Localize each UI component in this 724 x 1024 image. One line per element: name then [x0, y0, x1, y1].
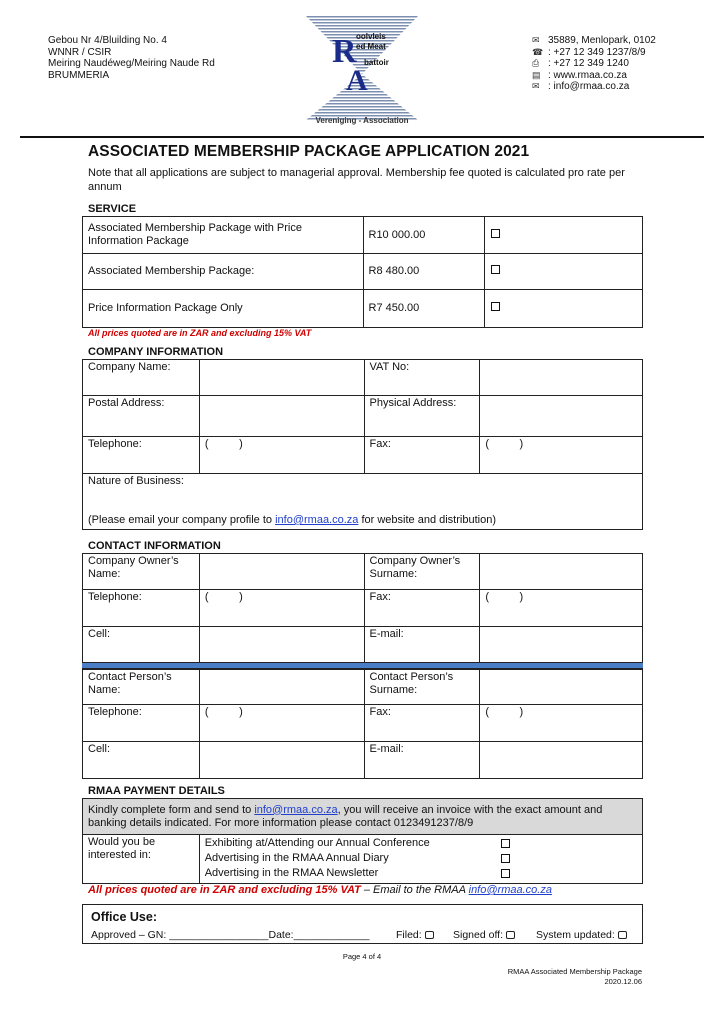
fax-field[interactable]: ( )	[480, 437, 643, 474]
interest-options	[199, 835, 642, 884]
postal-address-label: Postal Address:	[83, 396, 200, 437]
rmaa-logo	[306, 16, 418, 128]
table-row	[83, 360, 643, 396]
contact-person-name-field[interactable]	[199, 670, 364, 705]
system-updated-checkbox[interactable]	[618, 931, 627, 939]
physical-address-label: Physical Address:	[364, 396, 480, 437]
interest-label: Would you be interested in:	[83, 835, 200, 884]
nature-of-business-field[interactable]	[83, 474, 643, 530]
system-updated-field: System updated:	[536, 929, 627, 941]
table-row	[83, 670, 643, 705]
filed-field: Filed:	[396, 929, 434, 941]
table-row	[83, 396, 643, 437]
vat-no-field[interactable]	[480, 360, 643, 396]
web-icon: ▤	[532, 69, 541, 80]
service-price: R7 450.00	[363, 290, 485, 328]
document-date: 2020.12.06	[604, 977, 642, 986]
email-label: E-mail:	[364, 742, 480, 779]
email-link[interactable]: info@rmaa.co.za	[254, 803, 338, 816]
table-row	[83, 290, 643, 328]
telephone-field[interactable]: ( )	[199, 437, 364, 474]
bottom-vat-note: All prices quoted are in ZAR and excluding 15% VAT – Email to the RMAA info@rmaa.co.za	[88, 884, 552, 896]
vat-no-label: VAT No:	[364, 360, 480, 396]
table-row	[83, 835, 643, 884]
fax-icon: ⎙	[532, 58, 540, 68]
logo-caption: Vereniging - Association	[315, 116, 409, 125]
payment-table	[82, 798, 643, 884]
address-line: Gebou Nr 4/Bluilding No. 4	[48, 35, 167, 46]
list-item	[205, 867, 637, 882]
date-label: Date:_____________	[268, 929, 370, 941]
svg-text:R: R	[332, 33, 357, 70]
postal-address-field[interactable]	[199, 396, 364, 437]
approval-note: Note that all applications are subject to managerial approval. Membership fee quoted is calculated pro rate per annum	[88, 167, 625, 193]
telephone-field[interactable]: ( )	[199, 705, 364, 742]
contact-line: : +27 12 349 1237/8/9	[548, 46, 646, 58]
fax-label: Fax:	[364, 705, 480, 742]
email-field[interactable]	[480, 742, 643, 779]
table-row	[83, 437, 643, 474]
email-icon: ✉	[532, 81, 540, 91]
contact-line: 35889, Menlopark, 0102	[548, 35, 656, 46]
fax-label: Fax:	[364, 437, 480, 474]
list-item	[205, 852, 637, 867]
service-table	[82, 216, 643, 328]
office-use-row	[91, 929, 636, 941]
telephone-label: Telephone:	[83, 705, 200, 742]
contact-table-owner	[82, 553, 643, 663]
contact-block	[532, 35, 656, 93]
service-name: Associated Membership Package:	[83, 254, 364, 290]
email-label: E-mail:	[364, 627, 480, 663]
service-price: R8 480.00	[363, 254, 485, 290]
table-row	[83, 474, 643, 530]
email-field[interactable]	[480, 627, 643, 663]
contact-person-name-label: Contact Person’s Name:	[83, 670, 200, 705]
contact-person-surname-field[interactable]	[480, 670, 643, 705]
table-row	[83, 799, 643, 835]
section-separator	[82, 662, 643, 669]
owner-name-label: Company Owner’s Name:	[83, 554, 200, 590]
contact-table-person	[82, 669, 643, 779]
contact-heading: CONTACT INFORMATION	[88, 540, 221, 552]
email-link[interactable]: info@rmaa.co.za	[275, 514, 359, 526]
email-link[interactable]: info@rmaa.co.za	[468, 884, 552, 896]
contact-line: : info@rmaa.co.za	[548, 81, 630, 92]
list-item	[205, 837, 637, 852]
cell-label: Cell:	[83, 627, 200, 663]
owner-surname-label: Company Owner’s Surname:	[364, 554, 480, 590]
page-title: ASSOCIATED MEMBERSHIP PACKAGE APPLICATION 2021	[88, 143, 530, 160]
service-name: Price Information Package Only	[83, 290, 364, 328]
service-checkbox[interactable]	[491, 302, 500, 311]
filed-checkbox[interactable]	[425, 931, 434, 939]
approved-label: Approved – GN: _________________	[91, 929, 269, 941]
interest-checkbox[interactable]	[501, 839, 510, 848]
svg-text:A: A	[346, 64, 368, 97]
logo-text: battoir	[364, 58, 389, 67]
fax-field[interactable]: ( )	[480, 590, 643, 627]
service-price: R10 000.00	[363, 217, 485, 254]
table-row	[83, 627, 643, 663]
document-footer	[508, 967, 642, 987]
address-line: BRUMMERIA	[48, 69, 110, 81]
envelope-icon: ✉	[532, 35, 540, 45]
company-table	[82, 359, 643, 530]
company-name-field[interactable]	[199, 360, 364, 396]
table-row	[83, 554, 643, 590]
owner-name-field[interactable]	[199, 554, 364, 590]
fax-field[interactable]: ( )	[480, 705, 643, 742]
service-checkbox[interactable]	[491, 229, 500, 238]
table-row	[83, 590, 643, 627]
logo-text: ed Meat	[356, 42, 386, 51]
service-name: Associated Membership Package with Price Information Package	[83, 217, 364, 254]
contact-person-surname-label: Contact Person’s Surname:	[364, 670, 480, 705]
address-line: Meiring Naudéweg/Meiring Naude Rd	[48, 58, 215, 69]
interest-option-label: Advertising in the RMAA Annual Diary	[204, 852, 389, 864]
telephone-label: Telephone:	[83, 590, 200, 627]
address-block	[48, 35, 215, 81]
telephone-label: Telephone:	[83, 437, 200, 474]
company-heading: COMPANY INFORMATION	[88, 346, 224, 358]
profile-note: (Please email your company profile to info@rmaa.co.za for website and distribution)	[88, 514, 496, 526]
contact-line: : www.rmaa.co.za	[548, 69, 627, 81]
telephone-icon: ☎	[532, 46, 544, 57]
payment-instructions: Kindly complete form and send to info@rmaa.co.za, you will receive an invoice with the exact amount and banking details indicated. For more information please contact 0123491237/8/9	[83, 799, 643, 835]
table-row	[83, 254, 643, 290]
signed-off-checkbox[interactable]	[506, 931, 515, 939]
contact-line: : +27 12 349 1240	[548, 58, 629, 69]
address-line: WNNR / CSIR	[48, 46, 112, 58]
telephone-field[interactable]: ( )	[199, 590, 364, 627]
logo-text: oolvleis	[356, 32, 386, 41]
payment-heading: RMAA PAYMENT DETAILS	[88, 785, 225, 797]
service-heading: SERVICE	[88, 203, 137, 215]
page-number: Page 4 of 4	[342, 952, 382, 961]
table-row	[83, 217, 643, 254]
interest-checkbox[interactable]	[501, 869, 510, 878]
nature-of-business-label: Nature of Business:	[88, 475, 184, 487]
signed-off-field: Signed off:	[453, 929, 515, 941]
owner-surname-field[interactable]	[480, 554, 643, 590]
cell-label: Cell:	[83, 742, 200, 779]
interest-option-label: Exhibiting at/Attending our Annual Conference	[204, 837, 430, 849]
company-name-label: Company Name:	[83, 360, 200, 396]
office-use-title: Office Use:	[91, 910, 157, 924]
interest-checkbox[interactable]	[501, 854, 510, 863]
office-use-box	[82, 904, 643, 944]
interest-option-label: Advertising in the RMAA Newsletter	[204, 867, 379, 879]
cell-field[interactable]	[199, 742, 364, 779]
table-row	[83, 705, 643, 742]
service-checkbox[interactable]	[491, 265, 500, 274]
physical-address-field[interactable]	[480, 396, 643, 437]
table-row	[83, 742, 643, 779]
header-rule	[20, 136, 704, 138]
document-name: RMAA Associated Membership Package	[507, 967, 642, 976]
cell-field[interactable]	[199, 627, 364, 663]
vat-note: All prices quoted are in ZAR and excluding 15% VAT	[88, 328, 312, 338]
fax-label: Fax:	[364, 590, 480, 627]
